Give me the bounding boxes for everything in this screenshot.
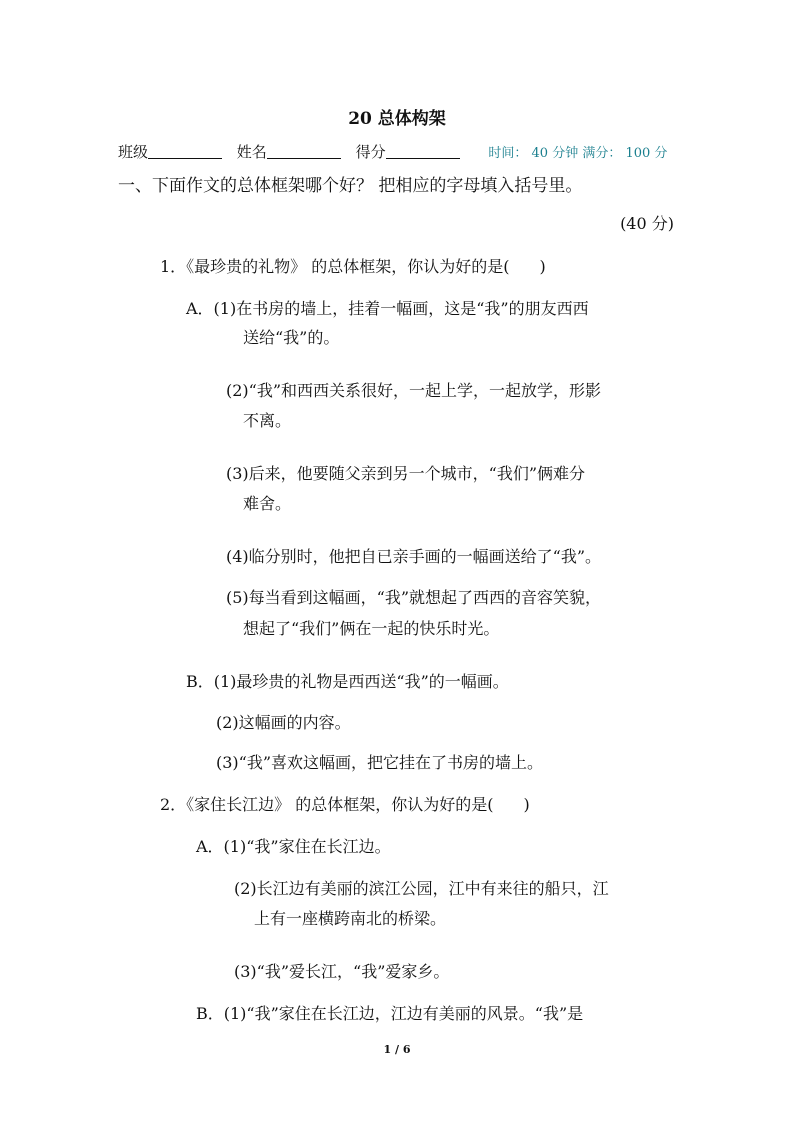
q2-option-b-line-1: B．(1)“我”家住在长江边，江边有美丽的风景。“我”是: [196, 1004, 584, 1023]
name-label: 姓名: [236, 143, 267, 161]
class-label: 班级: [118, 143, 149, 161]
section-heading: 一、下面作文的总体框架哪个好？ 把相应的字母填入括号里。: [118, 176, 583, 196]
question-1-stem: 1．《最珍贵的礼物》 的总体框架，你认为好的是( ): [160, 257, 546, 276]
q2-option-a-line-3: (3)“我”爱长江，“我”爱家乡。: [234, 962, 450, 981]
q1-option-a-line-2b: 不离。: [243, 411, 292, 430]
q1-option-b-line-1: B．(1)最珍贵的礼物是西西送“我”的一幅画。: [186, 672, 509, 691]
q1-option-b-line-3: (3)“我”喜欢这幅画，把它挂在了书房的墙上。: [216, 753, 544, 772]
question-2-stem: 2．《家住长江边》 的总体框架，你认为好的是( ): [160, 795, 530, 814]
page-number: 1 / 6: [383, 1043, 411, 1056]
class-blank[interactable]: [148, 144, 222, 159]
q1-option-a-line-1: A．(1)在书房的墙上，挂着一幅画，这是“我”的朋友西西: [186, 299, 589, 318]
q1-option-a-line-3: (3)后来，他要随父亲到另一个城市，“我们”俩难分: [226, 464, 586, 483]
q1-option-b-line-2: (2)这幅画的内容。: [216, 713, 351, 732]
q1-option-a-line-1b: 送给“我”的。: [243, 328, 340, 347]
name-blank[interactable]: [267, 144, 341, 159]
page-title: 20 总体构架: [348, 109, 446, 129]
q2-option-a-line-2: (2)长江边有美丽的滨江公园，江中有来往的船只，江: [234, 879, 609, 898]
q2-option-a-line-1: A．(1)“我”家住在长江边。: [196, 837, 391, 856]
q1-option-a-line-5: (5)每当看到这幅画，“我”就想起了西西的音容笑貌，: [226, 588, 602, 607]
q1-option-a-line-4: (4)临分别时，他把自已亲手画的一幅画送给了“我”。: [226, 547, 602, 566]
q2-option-a-line-2b: 上有一座横跨南北的桥梁。: [254, 909, 447, 928]
time-info: 时间： 40 分钟 满分： 100 分: [488, 146, 668, 161]
score-blank[interactable]: [386, 144, 460, 159]
q1-option-a-line-3b: 难舍。: [243, 494, 292, 513]
section-points: (40 分): [620, 214, 674, 233]
q1-option-a-line-5b: 想起了“我们”俩在一起的快乐时光。: [243, 619, 500, 638]
student-info-row: [118, 141, 667, 162]
q1-option-a-line-2: (2)“我”和西西关系很好，一起上学，一起放学，形影: [226, 381, 602, 400]
score-label: 得分: [355, 143, 386, 161]
